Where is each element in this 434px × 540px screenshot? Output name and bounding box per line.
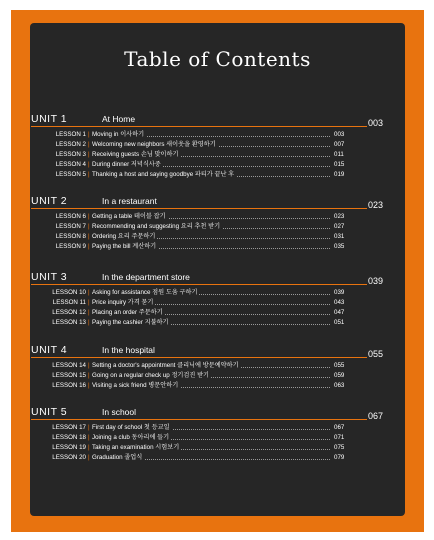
lesson-title: Paying the cashier 지불하기 (92, 319, 169, 326)
lesson-row (30, 212, 405, 222)
lesson-separator: | (88, 362, 90, 369)
unit-label: UNIT 5 (31, 406, 68, 418)
lesson-row (30, 160, 405, 170)
unit-section (30, 195, 405, 252)
lesson-row (30, 381, 405, 391)
lesson-title: First day of school 첫 등교일 (92, 424, 170, 431)
lesson-page-number: 023 (334, 213, 345, 220)
lesson-page-number: 003 (334, 131, 345, 138)
page-frame (11, 10, 424, 532)
lesson-title: Going on a regular check up 정기검진 받기 (92, 372, 210, 379)
lesson-number: LESSON 16 (52, 382, 86, 389)
lesson-separator: | (88, 309, 90, 316)
lesson-separator: | (88, 161, 90, 168)
lesson-row (30, 361, 405, 371)
unit-title: At Home (102, 114, 136, 124)
lesson-separator: | (88, 372, 90, 379)
lesson-number: LESSON 6 (55, 213, 86, 220)
lesson-row (30, 232, 405, 242)
unit-page-number: 055 (368, 349, 384, 359)
lesson-number: LESSON 1 (55, 131, 86, 138)
lesson-number: LESSON 20 (52, 454, 86, 461)
lesson-row (30, 433, 405, 443)
lesson-row (30, 150, 405, 160)
lesson-page-number: 079 (334, 454, 345, 461)
lesson-separator: | (88, 434, 90, 441)
unit-title: In the department store (102, 272, 190, 282)
unit-page-number: 067 (368, 411, 384, 421)
lesson-separator: | (88, 454, 90, 461)
lesson-page-number: 067 (334, 424, 345, 431)
lesson-separator: | (88, 213, 90, 220)
unit-section (30, 113, 405, 180)
lesson-title: Taking an examination 시험보기 (92, 444, 180, 451)
unit-page-number: 003 (368, 118, 384, 128)
lesson-title: Joining a club 동아리에 들기 (92, 434, 170, 441)
lesson-page-number: 071 (334, 434, 345, 441)
unit-divider (31, 284, 367, 285)
unit-title: In school (102, 407, 137, 417)
lesson-page-number: 047 (334, 309, 345, 316)
unit-label: UNIT 2 (31, 195, 68, 207)
lesson-list (30, 212, 405, 252)
lesson-separator: | (88, 382, 90, 389)
lesson-separator: | (88, 243, 90, 250)
unit-title: In the hospital (102, 345, 155, 355)
lesson-number: LESSON 15 (52, 372, 86, 379)
lesson-title: Welcoming new neighbors 새이웃을 환영하기 (92, 141, 216, 148)
lesson-number: LESSON 8 (55, 233, 86, 240)
unit-divider (31, 208, 367, 209)
unit-label: UNIT 4 (31, 344, 68, 356)
lesson-title: Graduation 졸업식 (92, 454, 143, 461)
lesson-number: LESSON 7 (55, 223, 86, 230)
unit-label: UNIT 3 (31, 271, 68, 283)
lesson-row (30, 288, 405, 298)
lesson-separator: | (88, 299, 90, 306)
unit-page-number: 039 (368, 276, 384, 286)
lesson-number: LESSON 18 (52, 434, 86, 441)
lesson-separator: | (88, 289, 90, 296)
lesson-number: LESSON 4 (55, 161, 86, 168)
lesson-title: Ordering 요리 주문하기 (92, 233, 156, 240)
lesson-title: Visiting a sick friend 병문안하기 (92, 382, 179, 389)
lesson-number: LESSON 3 (55, 151, 86, 158)
lesson-number: LESSON 9 (55, 243, 86, 250)
unit-divider (31, 357, 367, 358)
lesson-separator: | (88, 131, 90, 138)
unit-header (30, 271, 405, 287)
lesson-page-number: 035 (334, 243, 345, 250)
lesson-separator: | (88, 233, 90, 240)
lesson-title: Asking for assistance 점원 도움 구하기 (92, 289, 198, 296)
unit-section (30, 406, 405, 463)
lesson-number: LESSON 11 (52, 299, 86, 306)
lesson-list (30, 130, 405, 180)
unit-page-number: 023 (368, 200, 384, 210)
lesson-page-number: 007 (334, 141, 345, 148)
lesson-separator: | (88, 424, 90, 431)
lesson-separator: | (88, 141, 90, 148)
unit-header (30, 113, 405, 129)
lesson-row (30, 242, 405, 252)
lesson-row (30, 130, 405, 140)
unit-divider (31, 419, 367, 420)
lesson-row (30, 371, 405, 381)
lesson-separator: | (88, 171, 90, 178)
unit-header (30, 195, 405, 211)
lesson-page-number: 027 (334, 223, 345, 230)
lesson-page-number: 055 (334, 362, 345, 369)
lesson-title: Setting a doctor's appointment 클리닉에 방문예약하기 (92, 362, 239, 369)
lesson-title: Thanking a host and saying goodbye 파티가 끝난 후 (92, 171, 235, 178)
lesson-number: LESSON 14 (52, 362, 86, 369)
lesson-page-number: 043 (334, 299, 345, 306)
lesson-row (30, 318, 405, 328)
lesson-number: LESSON 13 (52, 319, 86, 326)
unit-header (30, 406, 405, 422)
lesson-page-number: 031 (334, 233, 345, 240)
lesson-page-number: 051 (334, 319, 345, 326)
lesson-title: Price inquiry 가격 묻기 (92, 299, 154, 306)
contents-panel (30, 23, 405, 516)
lesson-row (30, 140, 405, 150)
unit-title: In a restaurant (102, 196, 157, 206)
lesson-page-number: 075 (334, 444, 345, 451)
lesson-row (30, 222, 405, 232)
lesson-page-number: 063 (334, 382, 345, 389)
lesson-title: Paying the bill 계산하기 (92, 243, 157, 250)
unit-divider (31, 126, 367, 127)
lesson-separator: | (88, 444, 90, 451)
unit-header (30, 344, 405, 360)
unit-section (30, 344, 405, 391)
lesson-page-number: 015 (334, 161, 345, 168)
lesson-title: Receiving guests 손님 맞이하기 (92, 151, 179, 158)
lesson-number: LESSON 17 (52, 424, 86, 431)
lesson-list (30, 423, 405, 463)
lesson-title: Recommending and suggesting 요리 추천 받기 (92, 223, 221, 230)
lesson-row (30, 453, 405, 463)
lesson-list (30, 288, 405, 328)
unit-label: UNIT 1 (31, 113, 68, 125)
lesson-row (30, 170, 405, 180)
page-title: Table of Contents (124, 47, 311, 71)
lesson-list (30, 361, 405, 391)
lesson-separator: | (88, 223, 90, 230)
lesson-page-number: 039 (334, 289, 345, 296)
lesson-title: Placing an order 주문하기 (92, 309, 163, 316)
lesson-row (30, 298, 405, 308)
lesson-row (30, 423, 405, 433)
lesson-row (30, 308, 405, 318)
lesson-row (30, 443, 405, 453)
lesson-title: Moving in 이사하기 (92, 131, 145, 138)
lesson-title: Getting a table 테이블 잡기 (92, 213, 166, 220)
lesson-number: LESSON 12 (52, 309, 86, 316)
lesson-number: LESSON 2 (55, 141, 86, 148)
lesson-page-number: 059 (334, 372, 345, 379)
lesson-number: LESSON 5 (55, 171, 86, 178)
lesson-page-number: 011 (334, 151, 344, 158)
lesson-separator: | (88, 319, 90, 326)
lesson-title: During dinner 저녁식사중 (92, 161, 161, 168)
lesson-number: LESSON 10 (52, 289, 86, 296)
unit-section (30, 271, 405, 328)
lesson-number: LESSON 19 (52, 444, 86, 451)
lesson-separator: | (88, 151, 90, 158)
lesson-page-number: 019 (334, 171, 345, 178)
